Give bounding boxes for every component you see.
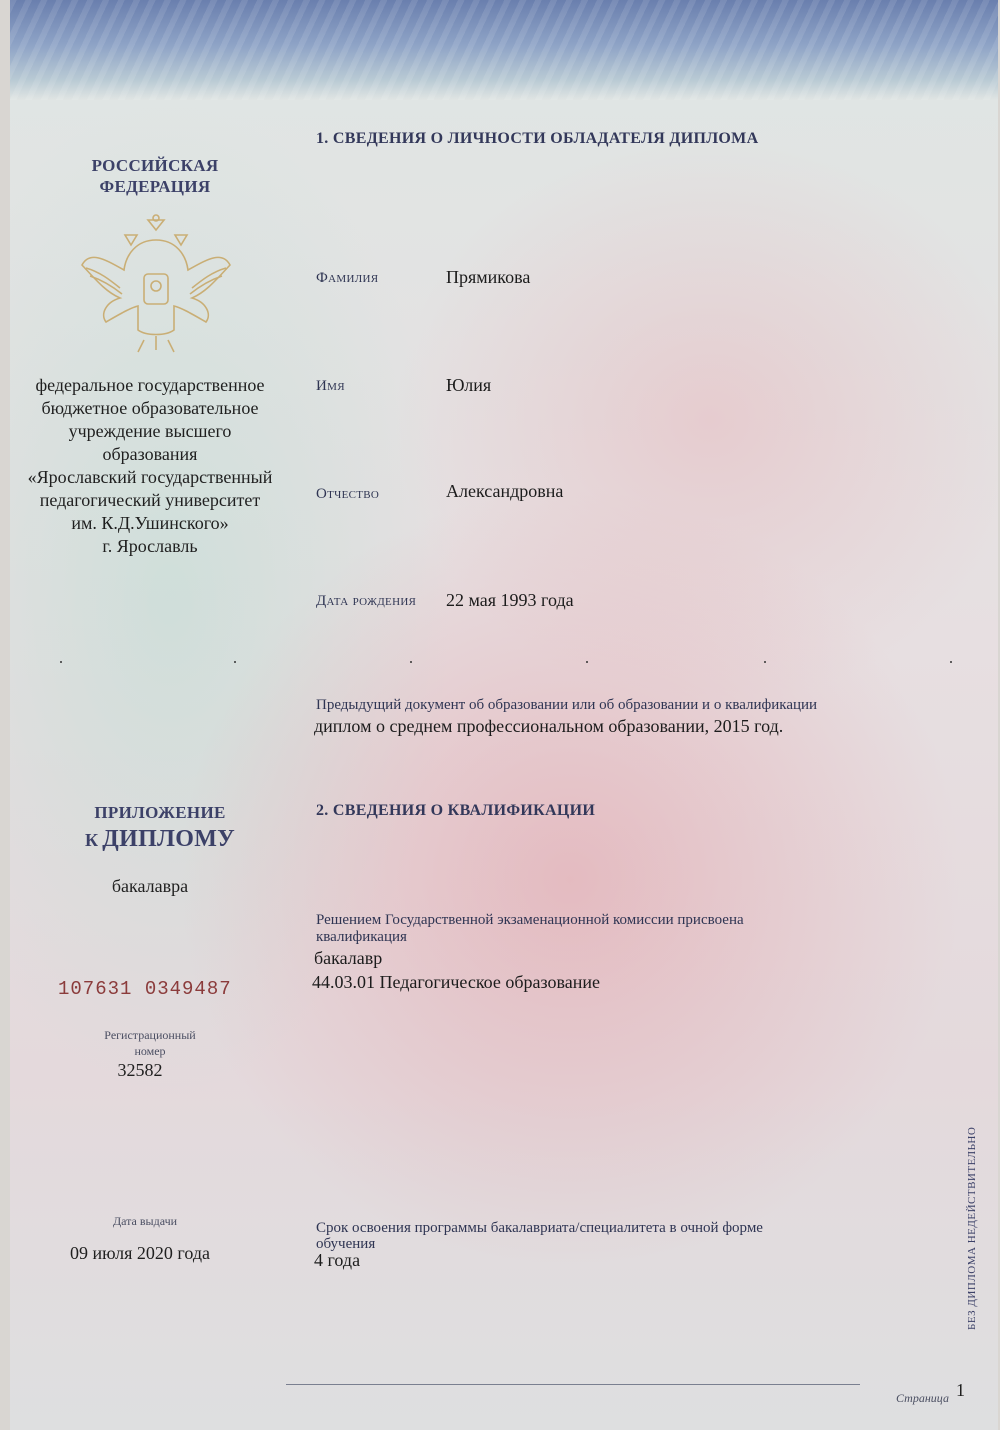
issue-date: 09 июля 2020 года (70, 1243, 210, 1263)
section2-heading: 2. СВЕДЕНИЯ О КВАЛИФИКАЦИИ (316, 802, 596, 819)
diploma-sheet (10, 0, 998, 1430)
page-number: 1 (956, 1380, 965, 1400)
surname-label: Фамилия (316, 270, 379, 286)
study-term-label-line1: Срок освоения программы бакалавриата/специалитета в очной форме (316, 1220, 763, 1236)
decision-label-line1: Решением Государственной экзаменационной комиссии присвоена (316, 912, 744, 928)
page-label: Страница (896, 1391, 949, 1405)
degree-type: бакалавра (111, 876, 189, 896)
appendix-title-line2 (50, 826, 270, 853)
institution-line: «Ярославский государственный (27, 467, 273, 487)
validity-side-note: БЕЗ ДИПЛОМА НЕДЕЙСТВИТЕЛЬНО (966, 1126, 978, 1330)
reg-number-label-line1: Регистрационный (104, 1028, 196, 1042)
serial-number: 107631 0349487 (58, 978, 232, 1000)
study-term-label-line2: обучения (316, 1236, 376, 1252)
reg-number: 32582 (117, 1060, 163, 1080)
issue-date-label: Дата выдачи (112, 1214, 178, 1228)
country-title-line1: РОССИЙСКАЯ (91, 156, 219, 175)
institution-line: федеральное государственное (35, 375, 265, 395)
name-label: Имя (316, 378, 345, 394)
guide-dot (60, 661, 62, 663)
program-value: 44.03.01 Педагогическое образование (312, 972, 601, 992)
institution-line: педагогический университет (39, 490, 261, 510)
previous-document-value: диплом о среднем профессиональном образовании, 2015 год. (314, 716, 784, 736)
name-value: Юлия (446, 375, 492, 395)
guide-dot (410, 661, 412, 663)
institution-line: образования (102, 444, 198, 464)
guide-dot (764, 661, 766, 663)
security-band (10, 0, 998, 100)
surname-value: Прямикова (446, 267, 531, 287)
decision-label-line2: квалификация (316, 929, 407, 945)
coat-of-arms-icon (76, 210, 236, 360)
reg-number-label-line2: номер (134, 1044, 166, 1058)
birth-date-label: Дата рождения (316, 593, 417, 609)
institution-line: учреждение высшего (68, 421, 232, 441)
institution-line: г. Ярославль (102, 536, 198, 556)
appendix-title-line1: ПРИЛОЖЕНИЕ (94, 803, 226, 822)
footer-rule (286, 1384, 860, 1385)
birth-date-value: 22 мая 1993 года (446, 590, 574, 610)
patronymic-label: Отчество (316, 486, 380, 502)
guide-dot (234, 661, 236, 663)
guide-dot (950, 661, 952, 663)
previous-document-label: Предыдущий документ об образовании или об образовании и о квалификации (316, 697, 818, 713)
institution-line: бюджетное образовательное (41, 398, 259, 418)
appendix-prefix: К (84, 830, 99, 850)
study-term-value: 4 года (314, 1250, 361, 1270)
appendix-word: ДИПЛОМУ (102, 826, 236, 852)
institution-block (10, 374, 290, 558)
country-title-line2: ФЕДЕРАЦИЯ (99, 177, 211, 196)
patronymic-value: Александровна (446, 481, 564, 501)
guide-dot (586, 661, 588, 663)
qualification-value: бакалавр (314, 948, 383, 968)
section1-heading: 1. СВЕДЕНИЯ О ЛИЧНОСТИ ОБЛАДАТЕЛЯ ДИПЛОМА (316, 130, 759, 147)
institution-line: им. К.Д.Ушинского» (71, 513, 229, 533)
